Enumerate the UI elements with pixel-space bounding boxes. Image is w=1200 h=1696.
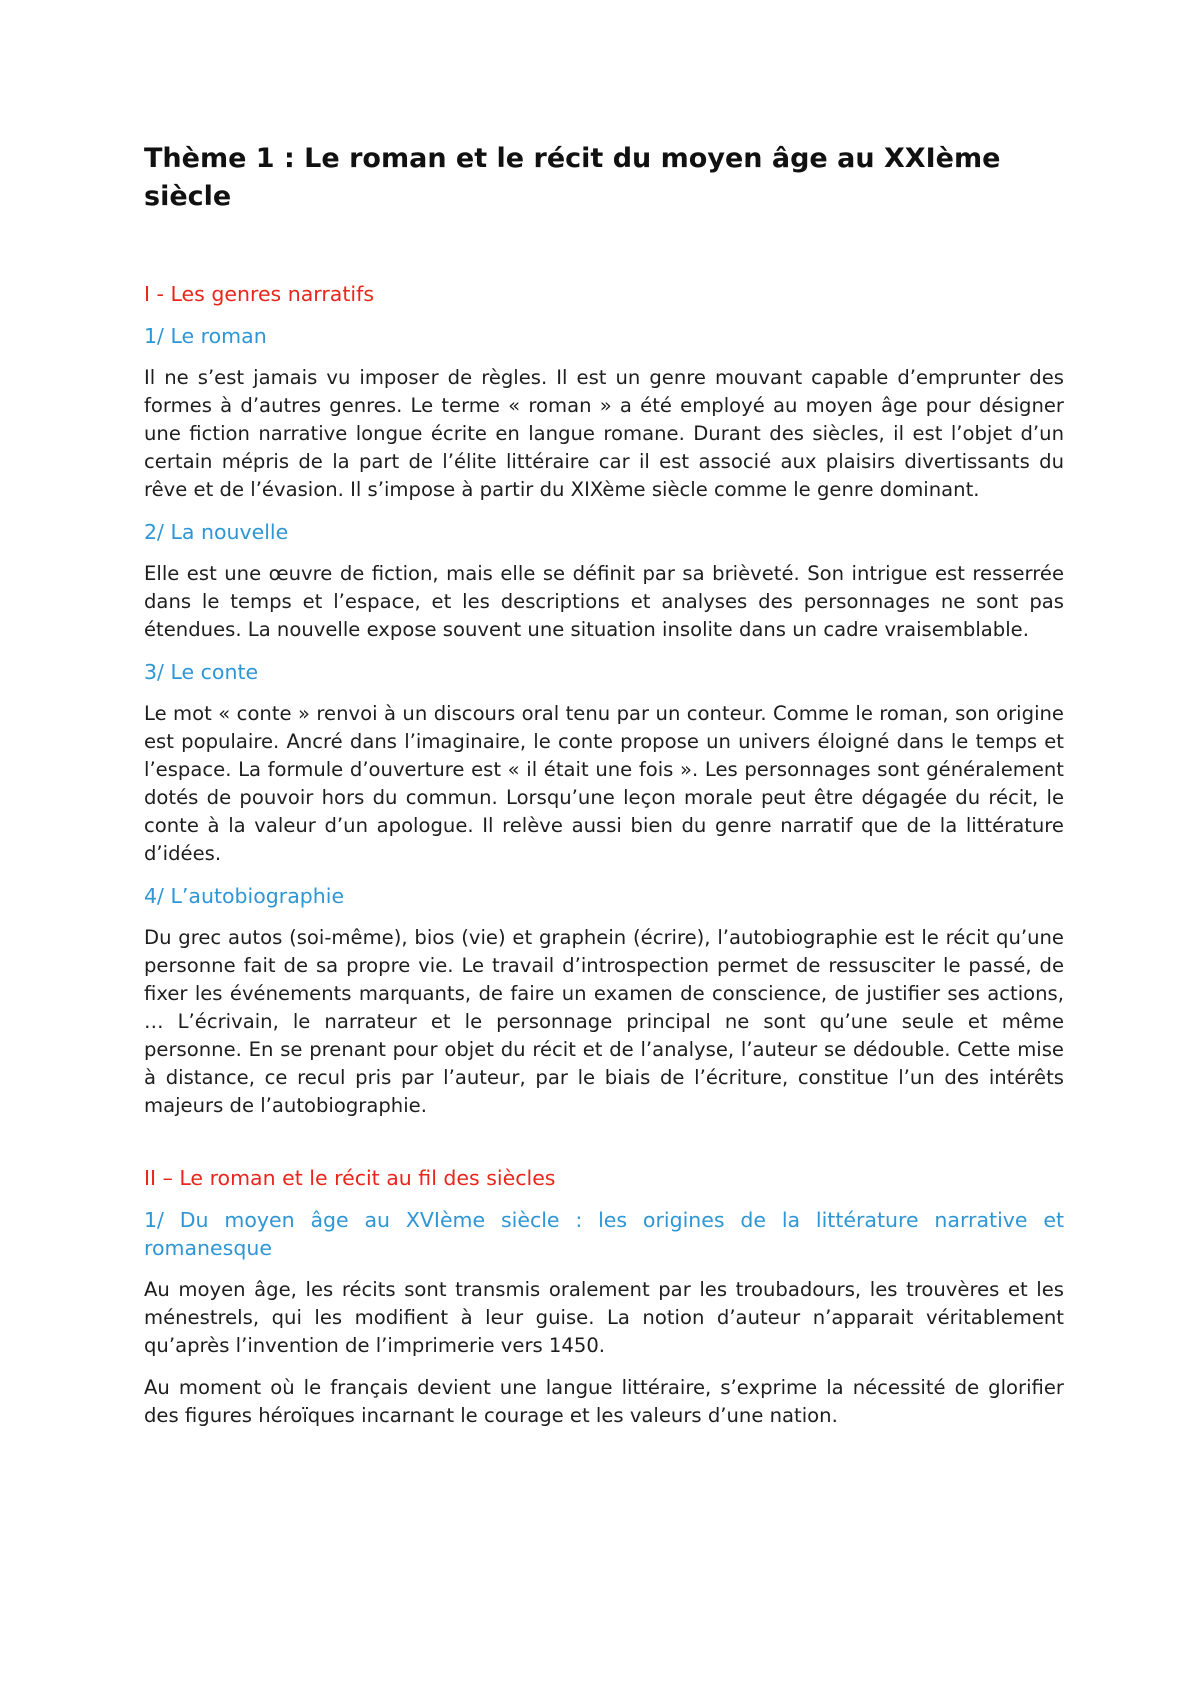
section-heading-siecles: II – Le roman et le récit au fil des siècles [144,1166,556,1190]
subsection-heading-moyen-age: 1/ Du moyen âge au XVIème siècle : les origines de la littérature narrative et romanesque [144,1208,1064,1260]
paragraph-moyen-age-1: Au moyen âge, les récits sont transmis oralement par les troubadours, les trouvères et les ménestrels, qui les modifient à leur guise. La notion d’auteur n’apparait véritablement qu’après l’invention de l’imprimerie vers 1450. [144,1278,1064,1357]
paragraph-conte: Le mot « conte » renvoi à un discours oral tenu par un conteur. Comme le roman, son origine est populaire. Ancré dans l’imaginaire, le conte propose un univers éloigné dans le temps et l’espace. La formule d’ouverture est « il était une fois ». Les personnages sont généralement dotés de pouvoir hors du commun. Lorsqu’une leçon morale peut être dégagée du récit, le conte à la valeur d’un apologue. Il relève aussi bien du genre narratif que de la littérature d’idées. [144,702,1064,865]
subsection-heading-autobiographie: 4/ L’autobiographie [144,884,345,908]
section-heading-genres: I - Les genres narratifs [144,282,374,306]
paragraph-moyen-age-2: Au moment où le français devient une langue littéraire, s’exprime la nécessité de glorifier des figures héroïques incarnant le courage et les valeurs d’une nation. [144,1376,1064,1427]
subsection-heading-roman: 1/ Le roman [144,324,267,348]
page-content [144,140,1064,1444]
subsection-heading-nouvelle: 2/ La nouvelle [144,520,289,544]
paragraph-autobiographie: Du grec autos (soi-même), bios (vie) et graphein (écrire), l’autobiographie est le récit qu’une personne fait de sa propre vie. Le travail d’introspection permet de ressusciter le passé, de fixer les événements marquants, de faire un examen de conscience, de justifier ses actions, … L’écrivain, le narrateur et le personnage principal ne sont qu’une seule et même personne. En se prenant pour objet du récit et de l’analyse, l’auteur se dédouble. Cette mise à distance, ce recul pris par l’auteur, par le biais de l’écriture, constitue l’un des intérêts majeurs de l’autobiographie. [144,926,1064,1117]
page-title: Thème 1 : Le roman et le récit du moyen âge au XXIème siècle [144,143,1001,212]
paragraph-nouvelle: Elle est une œuvre de fiction, mais elle se définit par sa brièveté. Son intrigue est resserrée dans le temps et l’espace, et les descriptions et analyses des personnages ne sont pas étendues. La nouvelle expose souvent une situation insolite dans un cadre vraisemblable. [144,562,1064,641]
paragraph-roman: Il ne s’est jamais vu imposer de règles. Il est un genre mouvant capable d’emprunter des formes à d’autres genres. Le terme « roman » a été employé au moyen âge pour désigner une fiction narrative longue écrite en langue romane. Durant des siècles, il est l’objet d’un certain mépris de la part de l’élite littéraire car il est associé aux plaisirs divertissants du rêve et de l’évasion. Il s’impose à partir du XIXème siècle comme le genre dominant. [144,366,1064,501]
subsection-heading-conte: 3/ Le conte [144,660,259,684]
